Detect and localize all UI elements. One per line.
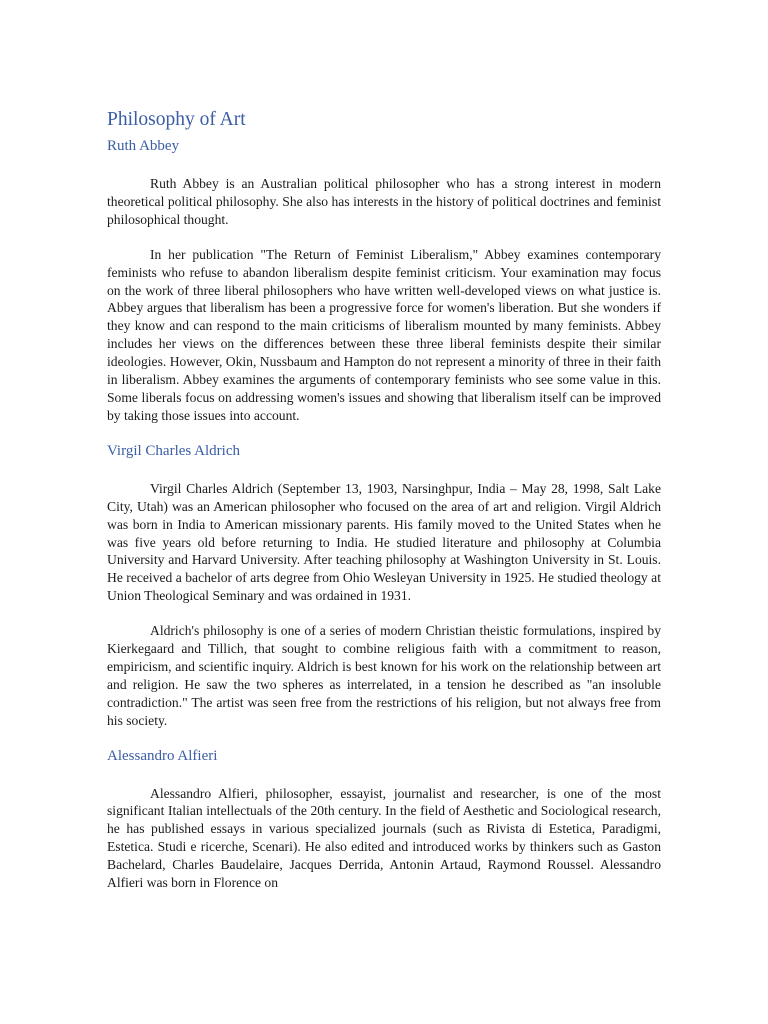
page-title: Philosophy of Art <box>107 109 246 130</box>
paragraph: In her publication "The Return of Feminist Liberalism," Abbey examines contemporary feminists who refuse to abandon liberalism despite feminist criticism. Your examination may focus on the work of three liberal philosophers who have written well-developed views on what justice is. Abbey argues that liberalism has been a progressive force for women's liberation. But she wonders if they know and can respond to the main criticisms of liberalism mounted by many feminists. Abbey includes her views on the differences between these three liberal feminists despite their similar ideologies. However, Okin, Nussbaum and Hampton do not represent a minority of three in their faith in liberalism. Abbey examines the arguments of contemporary feminists who see some value in this. Some liberals focus on addressing women's issues and showing that liberalism itself can be improved by taking those issues into account. <box>107 246 661 423</box>
section-heading-virgil-charles-aldrich: Virgil Charles Aldrich <box>107 442 240 459</box>
paragraph: Alessandro Alfieri, philosopher, essayist, journalist and researcher, is one of the most significant Italian intellectuals of the 20th century. In the field of Aesthetic and Sociological research, he has published essays in various specialized journals (such as Rivista di Estetica, Paradigmi, Estetica. Studi e ricerche, Scenari). He also edited and introduced works by thinkers such as Gaston Bachelard, Charles Baudelaire, Jacques Derrida, Antonin Artaud, Raymond Roussel. Alessandro Alfieri was born in Florence on <box>107 785 661 891</box>
section-heading-ruth-abbey: Ruth Abbey <box>107 138 180 154</box>
section-heading-alessandro-alfieri: Alessandro Alfieri <box>107 747 218 764</box>
paragraph: Aldrich's philosophy is one of a series of modern Christian theistic formulations, inspired by Kierkegaard and Tillich, that sought to combine religious faith with a commitment to reason, empiricism, and scientific inquiry. Aldrich is best known for his work on the relationship between art and religion. He saw the two spheres as interrelated, in a tension he described as "an insoluble contradiction." The artist was seen free from the restrictions of his religion, but not always free from his society. <box>107 623 661 728</box>
document-body <box>107 106 661 892</box>
paragraph: Ruth Abbey is an Australian political philosopher who has a strong interest in modern theoretical political philosophy. She also has interests in the history of political doctrines and feminist philosophical thought. <box>107 176 661 227</box>
paragraph: Virgil Charles Aldrich (September 13, 1903, Narsinghpur, India – May 28, 1998, Salt Lake City, Utah) was an American philosopher who focused on the area of art and religion. Virgil Aldrich was born in India to American missionary parents. His family moved to the United States when he was five years old before returning to India. He studied literature and philosophy at Columbia University and Harvard University. After teaching philosophy at Washington University in St. Louis. He received a bachelor of arts degree from Ohio Wesleyan University in 1925. He studied theology at Union Theological Seminary and was ordained in 1931. <box>107 480 661 604</box>
